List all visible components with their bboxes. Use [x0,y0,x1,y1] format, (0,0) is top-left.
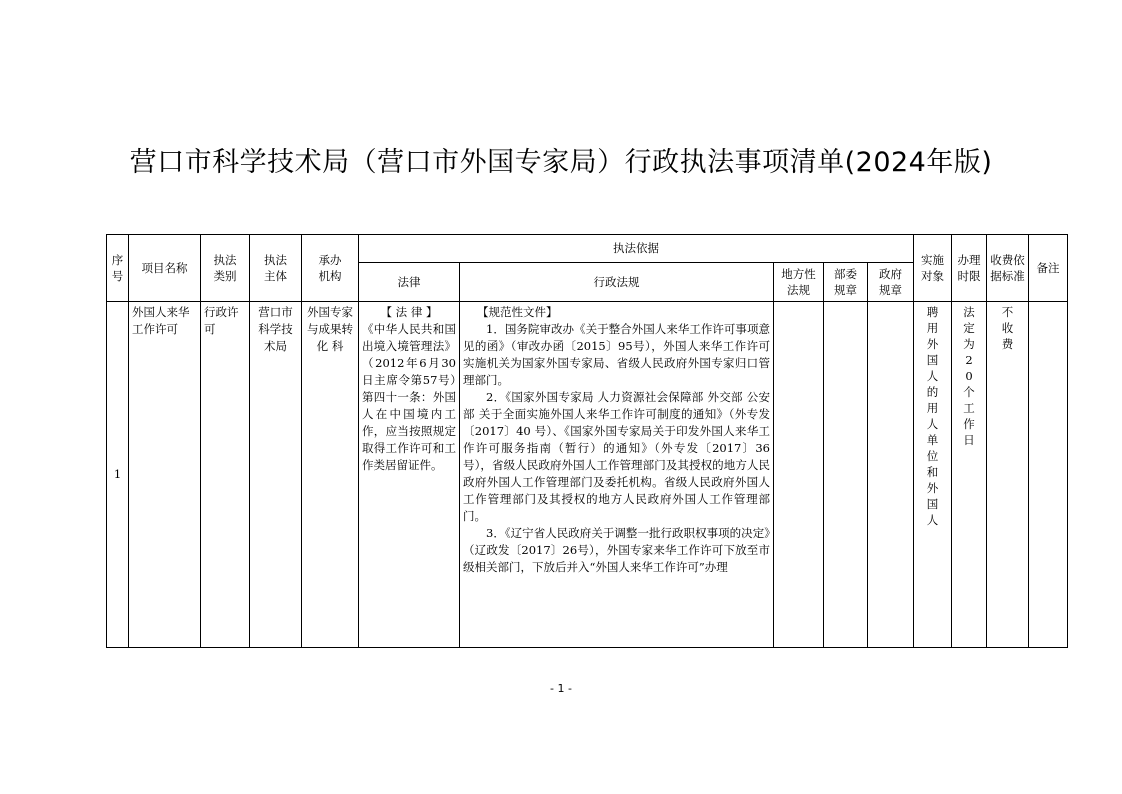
regulation-item-1: 1．国务院审改办《关于整合外国人来华工作许可事项意见的函》（审改办函〔2015〕95号），外国人来华工作许可实施机关为国家外国专家局、省级人民政府外国专家归口管理部门。 [463,322,770,387]
header-law: 法律 [359,263,460,302]
header-remarks: 备注 [1029,235,1068,302]
cell-fee: 不收费 [987,302,1029,648]
header-time-limit: 办理时限 [952,235,987,302]
cell-ministry-rule [824,302,868,648]
header-enforcement-basis: 执法依据 [359,235,914,263]
cell-seq: 1 [107,302,129,648]
cell-enforcement-type: 行政许可 [201,302,250,648]
header-government-rule: 政府规章 [868,263,914,302]
header-fee-basis: 收费依据标准 [987,235,1029,302]
header-target: 实施对象 [914,235,952,302]
header-seq: 序号 [107,235,129,302]
cell-target: 聘用外国人的用人单位和外国人 [914,302,952,648]
header-admin-regulation: 行政法规 [460,263,774,302]
table-row [107,302,1068,648]
cell-item-name: 外国人来华工作许可 [129,302,201,648]
enforcement-items-table [106,234,1068,648]
header-enforcement-type: 执法类别 [201,235,250,302]
cell-enforcement-subject: 营口市科学技术局 [250,302,302,648]
header-row-1 [107,235,1068,263]
cell-law [359,302,460,648]
cell-agency: 外国专家与成果转化 科 [302,302,359,648]
cell-local-regulation [774,302,824,648]
header-agency: 承办机构 [302,235,359,302]
cell-government-rule [868,302,914,648]
regulation-item-3: 3．《辽宁省人民政府关于调整一批行政职权事项的决定》（辽政发〔2017〕26号），外国专家来华工作许可下放至市级相关部门，下放后并入“外国人来华工作许可”办理 [463,526,770,574]
law-text: 《中华人民共和国出境入境管理法》（2012年6月30日主席令第57号）第四十一条：外国人在中国境内工作，应当按照规定取得工作许可和工作类居留证件。 [362,322,456,472]
page-title: 营口市科学技术局（营口市外国专家局）行政执法事项清单(2024年版) [129,147,993,178]
header-ministry-rule: 部委规章 [824,263,868,302]
regulation-heading: 【规范性文件】 [477,305,558,319]
page-number: - 1 - [550,682,572,695]
header-item-name: 项目名称 [129,235,201,302]
header-enforcement-subject: 执法主体 [250,235,302,302]
header-local-regulation: 地方性法规 [774,263,824,302]
cell-remarks [1029,302,1068,648]
regulation-item-2: 2．《国家外国专家局 人力资源社会保障部 外交部 公安部 关于全面实施外国人来华工作许可制度的通知》（外专发〔2017〕40 号）、《国家外国专家局关于印发外国人来华工作许可服务指南（暂行）的通知》（外专发〔2017〕36号），省级人民政府外国人工作管理部门及其授权的地方人民政府外国人工作管理部门及委托机构。省级人民政府外国人工作管理部门及其授权的地方人民政府外国人工作管理部门。 [463,390,770,523]
cell-admin-regulation [460,302,774,648]
law-heading: 【 法 律 】 [380,305,438,319]
cell-time-limit: 法定为20个工作日 [952,302,987,648]
